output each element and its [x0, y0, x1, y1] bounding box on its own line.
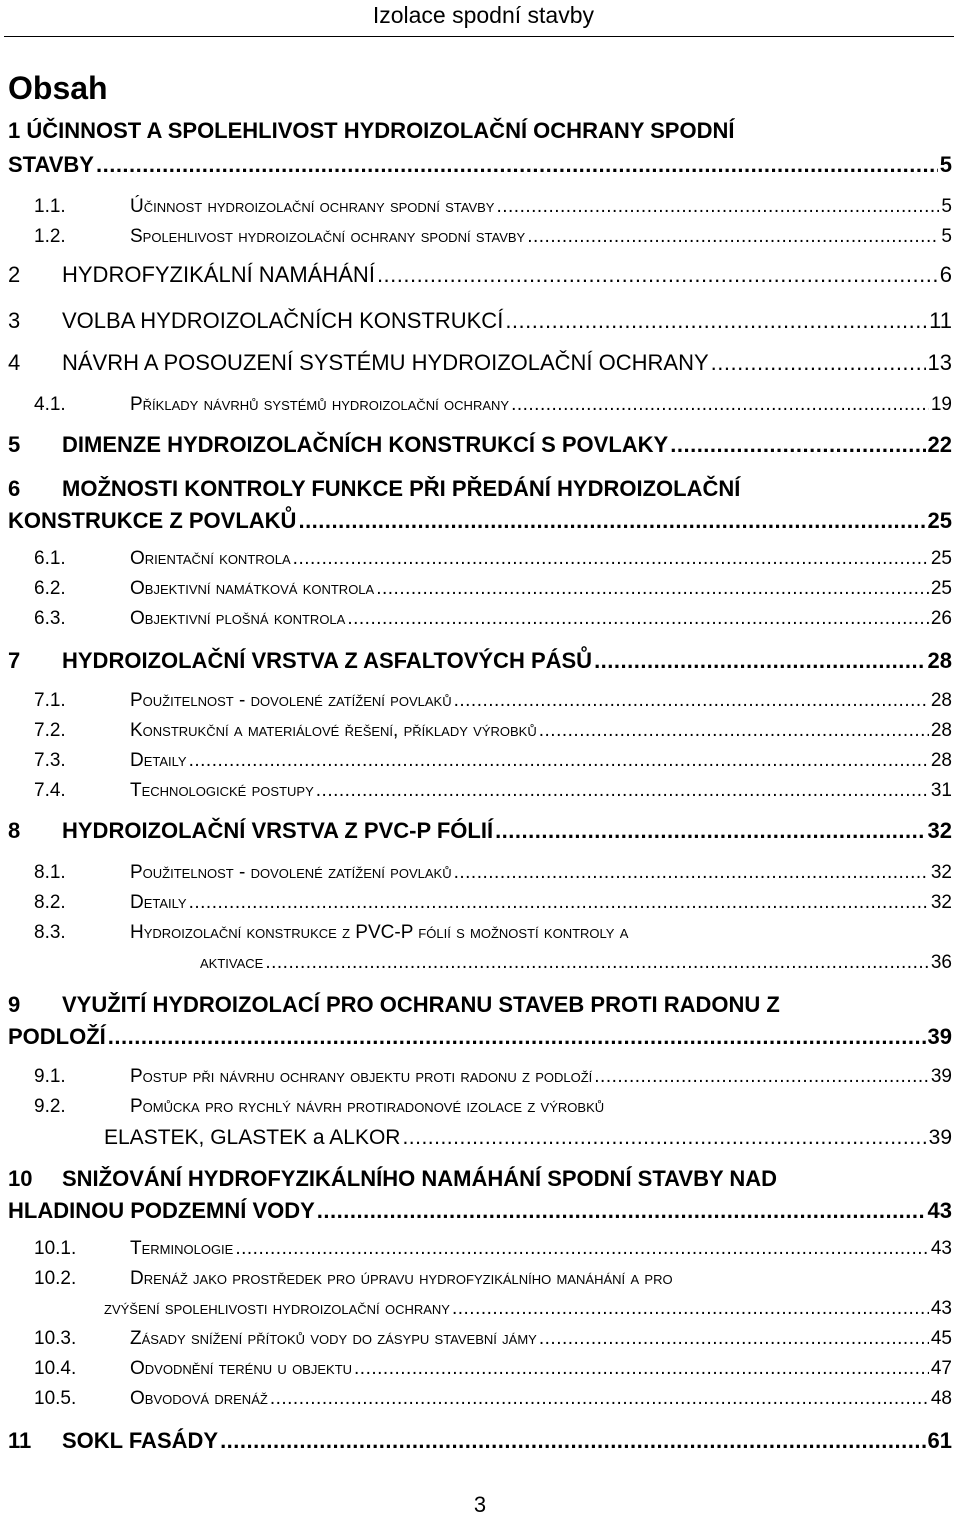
toc-entry-text: zvýšení spolehlivosti hydroizolační ochrany: [104, 1298, 450, 1319]
toc-number: 6.2.: [34, 578, 66, 599]
leader-dots: [454, 690, 929, 712]
toc-page: 25: [930, 548, 952, 569]
toc-entry-7-2[interactable]: [8, 720, 952, 742]
toc-page: 32: [927, 818, 952, 843]
toc-entry-8-3[interactable]: [8, 922, 952, 944]
toc-page: 47: [930, 1358, 952, 1379]
leader-dots: [293, 548, 929, 570]
toc-entry-text: Objektivní plošná kontrola: [130, 608, 346, 629]
toc-number: 9: [8, 992, 21, 1017]
toc-entry-text: Drenáž jako prostředek pro úpravu hydrofyzikálního manáhání a pro: [130, 1268, 673, 1289]
leader-dots: [594, 648, 925, 674]
toc-entry-text: 1 ÚČINNOST A SPOLEHLIVOST HYDROIZOLAČNÍ OCHRANY SPODNÍ: [8, 118, 735, 143]
toc-number: 4: [8, 350, 21, 375]
leader-dots: [539, 1328, 929, 1350]
toc-entry-text: Konstrukční a materiálové řešení, příklady výrobků: [130, 720, 537, 741]
toc-entry-text: NÁVRH A POSOUZENÍ SYSTÉMU HYDROIZOLAČNÍ OCHRANY: [62, 350, 709, 375]
toc-entry-10-4[interactable]: [8, 1358, 952, 1380]
toc-entry-text: aktivace: [200, 952, 264, 973]
leader-dots: [452, 1298, 929, 1320]
toc-entry-1-1[interactable]: [8, 196, 952, 218]
toc-entry-4-1[interactable]: [8, 394, 952, 416]
toc-entry-text: PODLOŽÍ: [8, 1024, 106, 1049]
toc-entry-text: KONSTRUKCE Z POVLAKŮ: [8, 508, 297, 533]
toc-entry-9[interactable]: [8, 992, 952, 1018]
leader-dots: [527, 226, 939, 248]
toc-page: 22: [927, 432, 952, 457]
toc-number: 10.1.: [34, 1238, 77, 1259]
toc-page: 28: [930, 750, 952, 771]
toc-page: 43: [930, 1238, 952, 1259]
toc-page: 45: [930, 1328, 952, 1349]
toc-entry-text: HYDROIZOLAČNÍ VRSTVA Z ASFALTOVÝCH PÁSŮ: [62, 648, 593, 673]
toc-number: 8: [8, 818, 21, 843]
toc-entry-6[interactable]: [8, 476, 952, 502]
toc-entry-text: MOŽNOSTI KONTROLY FUNKCE PŘI PŘEDÁNÍ HYDROIZOLAČNÍ: [62, 476, 741, 501]
toc-entry-9-1[interactable]: [8, 1066, 952, 1088]
toc-entry-text: Zásady snížení přítoků vody do zásypu stavební jámy: [130, 1328, 537, 1349]
toc-page: 61: [927, 1428, 952, 1453]
toc-entry-text: Pomůcka pro rychlý návrh protiradonové izolace z výrobků: [130, 1096, 605, 1117]
toc-entry-text: DIMENZE HYDROIZOLAČNÍCH KONSTRUKCÍ S POVLAKY: [62, 432, 669, 457]
toc-entry-7-3[interactable]: [8, 750, 952, 772]
toc-page: 32: [930, 862, 952, 883]
leader-dots: [189, 750, 929, 772]
toc-entry-text: Použitelnost - dovolené zatížení povlaků: [130, 862, 452, 883]
toc-page: 25: [930, 578, 952, 599]
toc-entry-text: Spolehlivost hydroizolační ochrany spodní stavby: [130, 226, 526, 247]
leader-dots: [298, 508, 925, 534]
toc-entry-text: Odvodnění terénu u objektu: [130, 1358, 353, 1379]
toc-number: 7.3.: [34, 750, 66, 771]
toc-number: 7.1.: [34, 690, 66, 711]
toc-entry-10-2-cont[interactable]: [104, 1298, 952, 1320]
toc-page: 28: [927, 648, 952, 673]
toc-number: 2: [8, 262, 21, 287]
toc-entry-text: Hydroizolační konstrukce z PVC-P fólií s možností kontroly a: [130, 922, 629, 943]
toc-page: 6: [939, 262, 952, 287]
toc-entry-7[interactable]: [8, 648, 952, 674]
toc-entry-6-2[interactable]: [8, 578, 952, 600]
toc-entry-text: VOLBA HYDROIZOLAČNÍCH KONSTRUKCÍ: [62, 308, 504, 333]
leader-dots: [495, 818, 925, 844]
toc-entry-6-cont[interactable]: [8, 508, 952, 534]
toc-entry-text: STAVBY: [8, 152, 94, 177]
toc-entry-4[interactable]: [8, 350, 952, 376]
toc-entry-1[interactable]: [8, 118, 952, 144]
toc-number: 10: [8, 1166, 33, 1191]
toc-entry-10[interactable]: [8, 1166, 952, 1192]
toc-entry-6-3[interactable]: [8, 608, 952, 630]
toc-entry-text: Příklady návrhů systémů hydroizolační ochrany: [130, 394, 510, 415]
toc-entry-9-cont[interactable]: [8, 1024, 952, 1050]
toc-entry-8-3-cont[interactable]: [104, 952, 952, 974]
toc-page: 31: [930, 780, 952, 801]
toc-page: 5: [941, 226, 952, 247]
toc-number: 10.3.: [34, 1328, 77, 1349]
leader-dots: [594, 1066, 929, 1088]
toc-entry-text: SOKL FASÁDY: [62, 1428, 219, 1453]
toc-entry-8-1[interactable]: [8, 862, 952, 884]
toc-number: 7.4.: [34, 780, 66, 801]
toc-page: 26: [930, 608, 952, 629]
header-rule: [4, 36, 954, 37]
toc-entry-10-cont[interactable]: [8, 1198, 952, 1224]
leader-dots: [711, 350, 926, 376]
toc-number: 10.5.: [34, 1388, 77, 1409]
toc-page: 5: [941, 196, 952, 217]
toc-entry-1-2[interactable]: [8, 226, 952, 248]
toc-number: 7.2.: [34, 720, 66, 741]
toc-page: 43: [927, 1198, 952, 1223]
toc-entry-6-1[interactable]: [8, 548, 952, 570]
toc-page: 5: [939, 152, 952, 177]
leader-dots: [354, 1358, 929, 1380]
leader-dots: [505, 308, 927, 334]
toc-entry-text: Terminologie: [130, 1238, 234, 1259]
toc-number: 6: [8, 476, 21, 501]
leader-dots: [454, 862, 929, 884]
toc-number: 5: [8, 432, 21, 457]
toc-page: 39: [927, 1024, 952, 1049]
toc-number: 9.2.: [34, 1096, 66, 1117]
toc-entry-10-5[interactable]: [8, 1388, 952, 1410]
toc-number: 10.2.: [34, 1268, 77, 1289]
toc-page: 28: [930, 720, 952, 741]
toc-entry-text: Orientační kontrola: [130, 548, 291, 569]
toc-entry-7-4[interactable]: [8, 780, 952, 802]
toc-entry-1-cont[interactable]: [8, 152, 952, 178]
leader-dots: [670, 432, 925, 458]
leader-dots: [235, 1238, 929, 1260]
leader-dots: [316, 780, 929, 802]
toc-entry-text: Účinnost hydroizolační ochrany spodní stavby: [130, 196, 495, 217]
toc-page: 11: [929, 308, 952, 333]
toc-number: 6.3.: [34, 608, 66, 629]
toc-number: 11: [8, 1428, 32, 1453]
toc-entry-9-2-cont[interactable]: [104, 1126, 952, 1150]
toc-number: 1.1.: [34, 196, 66, 217]
toc-entry-11[interactable]: [8, 1428, 952, 1454]
toc-number: 10.4.: [34, 1358, 77, 1379]
toc-page: 39: [928, 1126, 952, 1149]
toc-page: 43: [930, 1298, 952, 1319]
toc-entry-8[interactable]: [8, 818, 952, 844]
toc-entry-text: HLADINOU PODZEMNÍ VODY: [8, 1198, 315, 1223]
toc-number: 8.3.: [34, 922, 66, 943]
toc-entry-7-1[interactable]: [8, 690, 952, 712]
page-number: 3: [473, 1492, 487, 1517]
leader-dots: [270, 1388, 929, 1410]
toc-title: Obsah: [8, 70, 108, 106]
leader-dots: [108, 1024, 926, 1050]
toc-entry-10-2[interactable]: [8, 1268, 952, 1290]
toc-entry-10-3[interactable]: [8, 1328, 952, 1350]
toc-entry-text: SNIŽOVÁNÍ HYDROFYZIKÁLNÍHO NAMÁHÁNÍ SPODNÍ STAVBY NAD: [62, 1166, 778, 1191]
toc-entry-text: Obvodová drenáž: [130, 1388, 268, 1409]
leader-dots: [376, 578, 929, 600]
toc-page: 28: [930, 690, 952, 711]
toc-number: 3: [8, 308, 21, 333]
toc-entry-5[interactable]: [8, 432, 952, 458]
toc-page: 36: [930, 952, 952, 973]
toc-page: 25: [927, 508, 952, 533]
leader-dots: [317, 1198, 926, 1224]
toc-entry-text: HYDROFYZIKÁLNÍ NAMÁHÁNÍ: [62, 262, 375, 287]
toc-entry-text: Postup při návrhu ochrany objektu proti radonu z podloží: [130, 1066, 593, 1087]
leader-dots: [220, 1428, 925, 1454]
toc-number: 4.1.: [34, 394, 66, 415]
leader-dots: [189, 892, 929, 914]
toc-page: 19: [930, 394, 952, 415]
toc-number: 8.2.: [34, 892, 66, 913]
toc-entry-text: Detaily: [130, 750, 187, 771]
toc-number: 1.2.: [34, 226, 66, 247]
toc-entry-text: Technologické postupy: [130, 780, 314, 801]
toc-number: 8.1.: [34, 862, 66, 883]
toc-entry-text: HYDROIZOLAČNÍ VRSTVA Z PVC-P FÓLIÍ: [62, 818, 494, 843]
leader-dots: [347, 608, 929, 630]
toc-entry-text: Objektivní namátková kontrola: [130, 578, 375, 599]
toc-entry-8-2[interactable]: [8, 892, 952, 914]
toc-page: 39: [930, 1066, 952, 1087]
toc-entry-10-1[interactable]: [8, 1238, 952, 1260]
toc-entry-text: Použitelnost - dovolené zatížení povlaků: [130, 690, 452, 711]
leader-dots: [496, 196, 939, 218]
toc-entry-3[interactable]: [8, 308, 952, 334]
leader-dots: [511, 394, 929, 416]
leader-dots: [377, 262, 938, 288]
toc-entry-text: VYUŽITÍ HYDROIZOLACÍ PRO OCHRANU STAVEB PROTI RADONU Z: [62, 992, 780, 1017]
leader-dots: [402, 1126, 926, 1150]
leader-dots: [539, 720, 929, 742]
toc-number: 6.1.: [34, 548, 66, 569]
toc-number: 9.1.: [34, 1066, 66, 1087]
toc-page: 13: [927, 350, 952, 375]
toc-page: 32: [930, 892, 952, 913]
toc-page: 48: [930, 1388, 952, 1409]
toc-entry-text: Detaily: [130, 892, 187, 913]
leader-dots: [265, 952, 929, 974]
toc-entry-2[interactable]: [8, 262, 952, 288]
leader-dots: [96, 152, 938, 178]
toc-entry-9-2[interactable]: [8, 1096, 952, 1118]
toc-number: 7: [8, 648, 21, 673]
toc-entry-text: ELASTEK, GLASTEK a ALKOR: [104, 1126, 401, 1149]
running-header: Izolace spodní stavby: [372, 2, 594, 28]
